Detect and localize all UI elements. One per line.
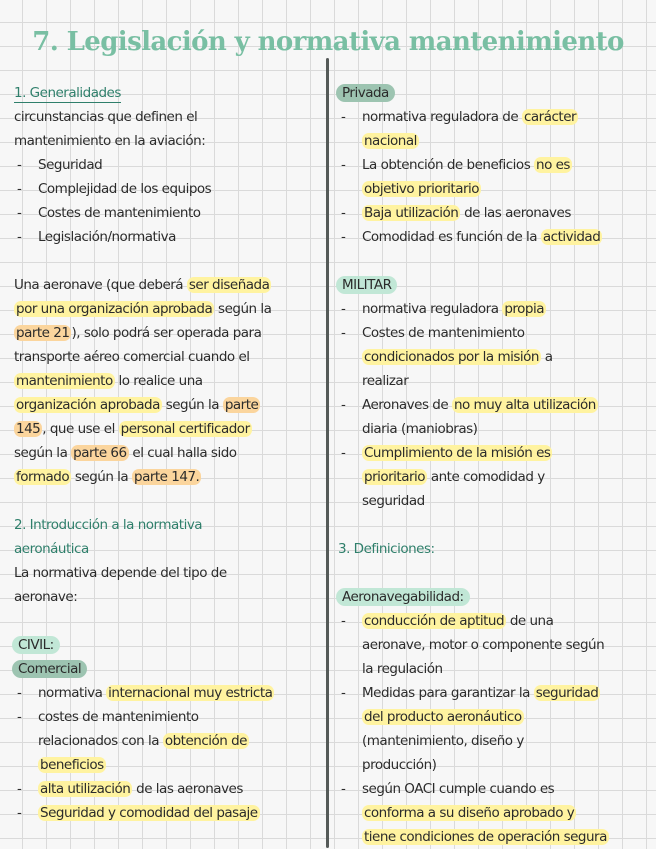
aeronavegabilidad-item-cont: la regulación <box>362 661 443 677</box>
generalidades-heading: 1. Generalidades <box>14 85 121 101</box>
militar-item: - Aeronaves de no muy alta utilización <box>338 393 650 417</box>
privada-item-cont: objetivo prioritario <box>364 181 480 197</box>
comercial-item: - normativa internacional muy estricta <box>14 681 319 705</box>
aeronavegabilidad-item: - según OACI cumple cuando es <box>338 777 650 801</box>
generalidades-item: - Costes de mantenimiento <box>14 201 319 225</box>
aeronavegabilidad-item-cont: tiene condiciones de operación segura <box>364 829 607 845</box>
privada-item-cont: nacional <box>364 133 417 149</box>
comercial-item-cont: beneficios <box>40 757 104 773</box>
aeronave-paragraph-line: Una aeronave (que deberá ser diseñada <box>14 277 270 293</box>
privada-item: - La obtención de beneficios no es <box>338 153 650 177</box>
militar-item-cont: prioritario ante comodidad y <box>364 469 545 485</box>
civil-label: CIVIL: <box>14 633 319 657</box>
militar-item-cont: diaria (maniobras) <box>362 421 478 437</box>
aeronave-paragraph-line: por una organización aprobada según la <box>16 301 272 317</box>
aeronavegabilidad-item: - conducción de aptitud de una <box>338 609 650 633</box>
privada-item: - Baja utilización de las aeronaves <box>338 201 650 225</box>
militar-label: MILITAR <box>338 273 650 297</box>
intro-heading-line: 2. Introducción a la normativa <box>14 517 203 533</box>
intro-text-line: aeronave: <box>14 589 78 605</box>
definiciones-heading: 3. Definiciones: <box>338 541 435 557</box>
intro-heading-line: aeronáutica <box>14 541 89 557</box>
aeronavegabilidad-item-cont: aeronave, motor o componente según <box>362 637 605 653</box>
comercial-item: - costes de mantenimiento <box>14 705 319 729</box>
militar-item-cont: condicionados por la misión a <box>364 349 553 365</box>
generalidades-intro-line: circunstancias que definen el <box>14 109 198 125</box>
page-title: 7. Legislación y normativa mantenimiento <box>32 27 624 57</box>
militar-item-cont: realizar <box>362 373 409 389</box>
generalidades-item: - Seguridad <box>14 153 319 177</box>
aeronave-paragraph-line: organización aprobada según la parte <box>16 397 259 413</box>
generalidades-intro-line: mantenimiento en la aviación: <box>14 133 206 149</box>
aeronavegabilidad-item: - Medidas para garantizar la seguridad <box>338 681 650 705</box>
aeronave-paragraph-line: formado según la parte 147. <box>16 469 200 485</box>
militar-item: - Cumplimiento de la misión es <box>338 441 650 465</box>
aeronavegabilidad-item-cont: del producto aeronáutico <box>364 709 522 725</box>
aeronave-paragraph-line: mantenimiento lo realice una <box>16 373 203 389</box>
aeronave-paragraph-line: transporte aéreo comercial cuando el <box>14 349 250 365</box>
column-divider <box>326 58 329 848</box>
privada-item: - Comodidad es función de la actividad <box>338 225 650 249</box>
militar-item: - normativa reguladora propia <box>338 297 650 321</box>
militar-item-cont: seguridad <box>362 493 425 509</box>
right-column <box>338 81 650 849</box>
generalidades-item: - Complejidad de los equipos <box>14 177 319 201</box>
comercial-item: - alta utilización de las aeronaves <box>14 777 319 801</box>
comercial-label: Comercial <box>14 657 319 681</box>
left-column <box>14 81 319 825</box>
privada-item: - normativa reguladora de carácter <box>338 105 650 129</box>
aeronavegabilidad-label: Aeronavegabilidad: <box>338 585 650 609</box>
privada-label: Privada <box>338 81 650 105</box>
intro-text-line: La normativa depende del tipo de <box>14 565 227 581</box>
aeronavegabilidad-item-cont: (mantenimiento, diseño y <box>362 733 524 749</box>
aeronavegabilidad-item-cont: conforma a su diseño aprobado y <box>364 805 575 821</box>
aeronave-paragraph-line: según la parte 66 el cual halla sido <box>14 445 237 461</box>
aeronave-paragraph-line: parte 21 ), solo podrá ser operada para <box>16 325 262 341</box>
aeronavegabilidad-item-cont: producción) <box>362 757 437 773</box>
aeronave-paragraph-line: 145 , que use el personal certificador <box>16 421 250 437</box>
generalidades-item: - Legislación/normativa <box>14 225 319 249</box>
militar-item: - Costes de mantenimiento <box>338 321 650 345</box>
comercial-item: - Seguridad y comodidad del pasaje <box>14 801 319 825</box>
comercial-item-cont: relacionados con la obtención de <box>38 733 247 749</box>
